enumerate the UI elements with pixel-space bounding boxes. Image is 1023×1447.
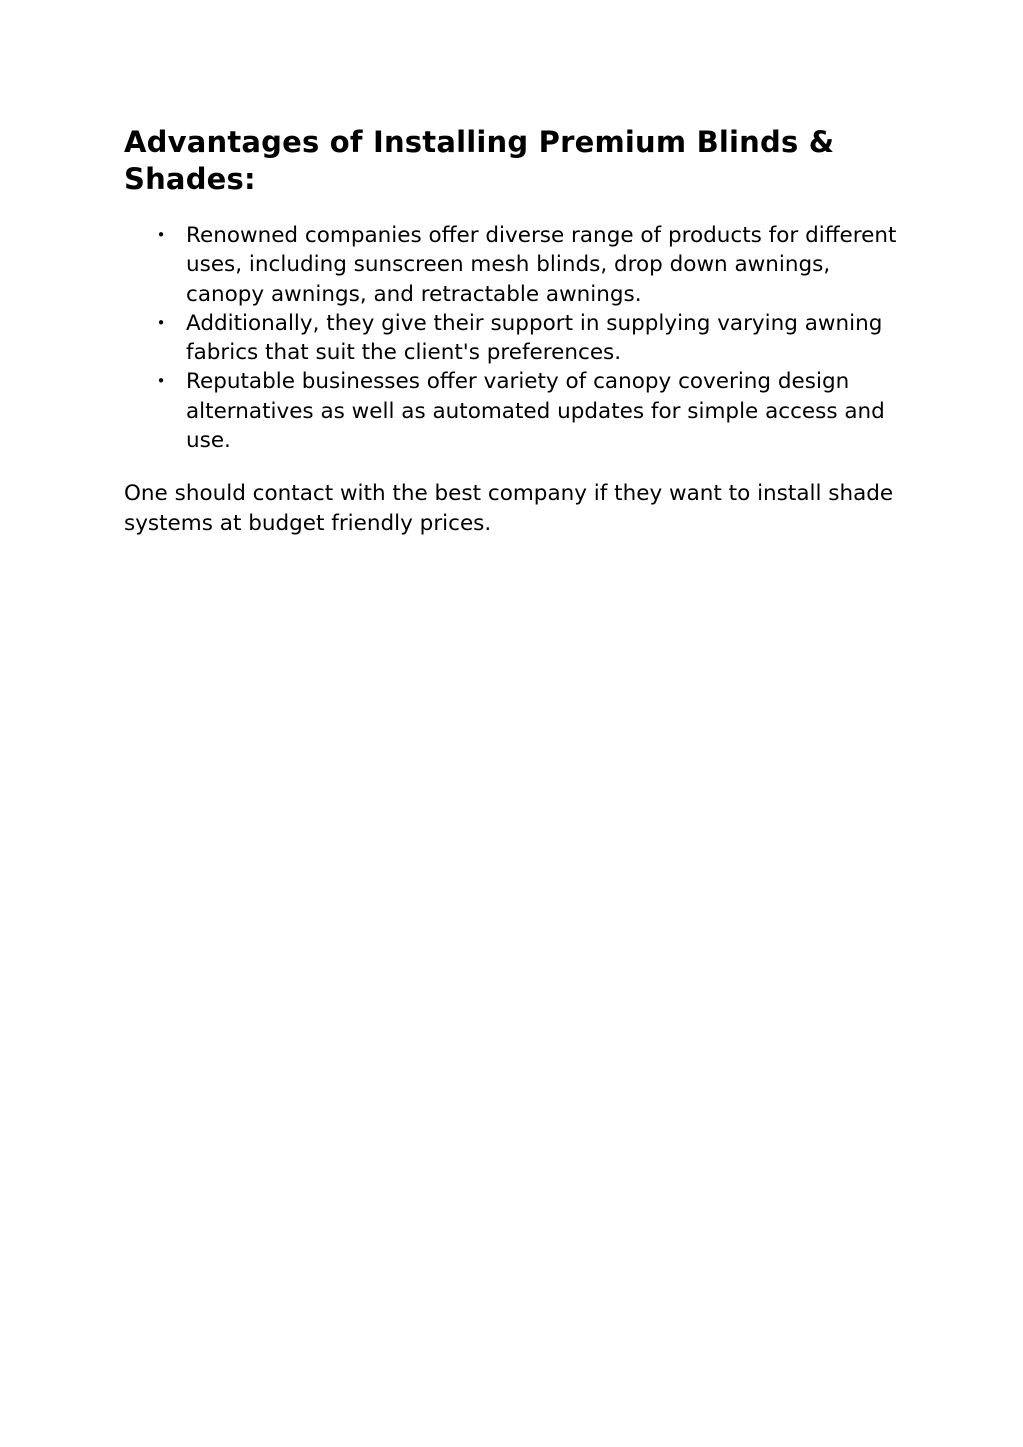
- list-item: [156, 221, 904, 309]
- advantages-list: [124, 221, 904, 455]
- list-item-text: Reputable businesses offer variety of canopy covering design alternatives as well as automated updates for simple access and use.: [186, 369, 885, 454]
- list-item-text: Additionally, they give their support in supplying varying awning fabrics that suit the client's preferences.: [186, 310, 883, 366]
- bullet-icon: •: [156, 372, 166, 391]
- list-item-text: Renowned companies offer diverse range of products for different uses, including sunscreen mesh blinds, drop down awnings, canopy awnings, and retractable awnings.: [186, 223, 897, 307]
- list-item: [156, 309, 904, 368]
- page-title: Advantages of Installing Premium Blinds & Shades:: [124, 125, 835, 196]
- list-item: [156, 367, 904, 455]
- document-page: [124, 124, 904, 538]
- bullet-icon: •: [156, 313, 166, 332]
- closing-paragraph: One should contact with the best company if they want to install shade systems at budget friendly prices.: [124, 481, 894, 536]
- bullet-icon: •: [156, 226, 166, 244]
